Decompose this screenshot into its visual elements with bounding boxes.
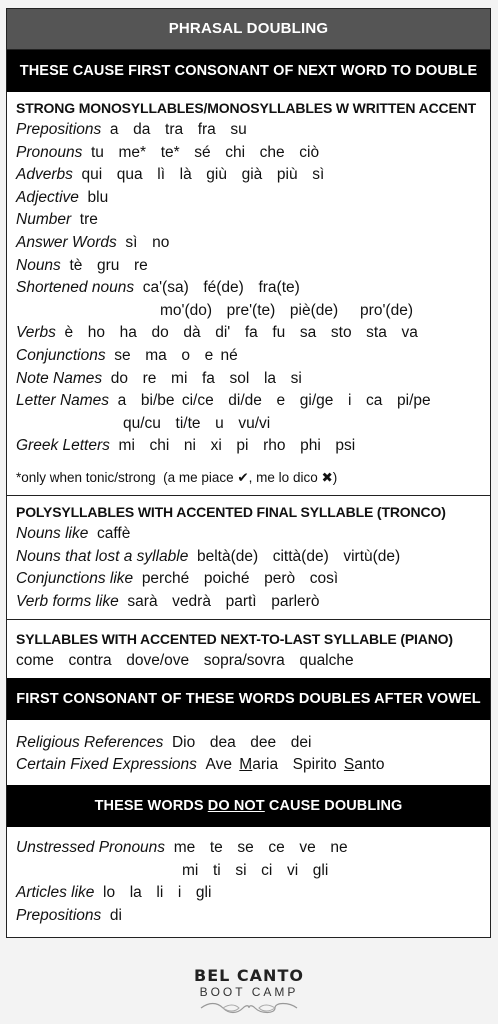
row-label: Nouns like (16, 524, 89, 542)
row-label: Shortened nouns (16, 279, 135, 297)
words-part: aria Spirito (252, 756, 344, 774)
strong-heading: STRONG MONOSYLLABLES/MONOSYLLABLES W WRITTEN ACCENT (16, 100, 477, 116)
row-words: mi ti si ci vi gli (182, 861, 329, 879)
tronco-section (7, 495, 490, 619)
row-label: Prepositions (16, 121, 102, 138)
row-label: Religious References (16, 733, 164, 751)
words-part: anto (354, 756, 385, 774)
list-item (16, 591, 482, 614)
list-item (16, 837, 482, 860)
no-doubling-section (7, 827, 490, 937)
list-item-continuation (16, 413, 482, 436)
row-label: Nouns that lost a syllable (16, 547, 189, 565)
list-item (16, 390, 482, 413)
bar-text: CAUSE DOUBLING (264, 798, 403, 815)
row-words: perché poiché però così (141, 570, 339, 588)
row-words: a bi/be ci/ce di/de e gi/ge i ca pi/pe (117, 392, 431, 410)
row-words: mo'(do) pre'(te) piè(de) pro'(de) (160, 301, 413, 319)
list-item (16, 119, 482, 142)
after-vowel-section (7, 720, 490, 785)
row-label: Unstressed Pronouns (16, 839, 166, 857)
row-label: Nouns (16, 256, 61, 274)
row-label: Prepositions (16, 906, 102, 924)
tronco-heading: POLYSYLLABLES WITH ACCENTED FINAL SYLLABLE (TRONCO) (16, 503, 446, 520)
list-item (16, 209, 482, 232)
row-label: Answer Words (16, 233, 117, 251)
list-item (16, 546, 482, 569)
tonic-footnote: *only when tonic/strong (a me piace ✔, me lo dico ✖) (16, 469, 338, 485)
row-words: lo la li i gli (103, 884, 212, 902)
list-item (16, 650, 482, 673)
list-item (16, 732, 482, 755)
row-label: Verbs (16, 324, 56, 342)
row-label: Articles like (16, 884, 95, 902)
strong-monosyllables-section (7, 92, 490, 495)
list-item (16, 568, 482, 591)
bar-underlined-text: DO NOT (207, 798, 265, 815)
row-words: do re mi fa sol la si (110, 369, 302, 387)
logo-line-1: BEL CANTO (194, 966, 304, 985)
phrasal-doubling-sheet (6, 8, 491, 938)
row-words: è ho ha do dà di' fa fu sa sto sta va (64, 324, 418, 342)
list-item (16, 142, 482, 165)
flourish-icon (199, 1001, 299, 1015)
piano-section (7, 619, 490, 678)
list-item (16, 905, 482, 928)
row-label: Conjunctions (16, 346, 106, 364)
row-label: Verb forms like (16, 592, 119, 610)
row-words (206, 756, 385, 773)
list-item (16, 368, 482, 391)
list-item-continuation (16, 860, 482, 883)
list-item (16, 345, 482, 368)
section-bar-no-doubling (7, 785, 490, 827)
page-title: PHRASAL DOUBLING (7, 9, 490, 50)
list-item (16, 435, 482, 458)
list-item (16, 882, 482, 905)
row-words: qu/cu ti/te u vu/vi (123, 414, 271, 432)
row-label: Number (16, 211, 72, 229)
row-words: tu me* te* sé chi che ciò (90, 143, 320, 161)
list-item (16, 523, 482, 546)
list-item (16, 232, 482, 255)
bar-text: THESE WORDS (94, 798, 208, 815)
row-label: Certain Fixed Expressions (16, 756, 197, 774)
list-item (16, 754, 482, 777)
list-item (16, 255, 482, 278)
row-words: Dio dea dee dei (171, 733, 312, 751)
list-item (16, 164, 482, 187)
row-words: di (109, 906, 122, 924)
row-words: qui qua lì là giù già più sì (81, 166, 325, 184)
row-words: se ma o e né (114, 346, 238, 364)
list-item (16, 322, 482, 345)
row-label: Pronouns (16, 143, 83, 161)
row-words: caffè (97, 524, 131, 542)
row-label: Conjunctions like (16, 570, 134, 588)
row-words: sì no (125, 233, 170, 251)
words-part: Ave (205, 756, 240, 774)
list-item-continuation (16, 300, 482, 323)
row-words: tre (79, 211, 98, 229)
row-words: mi chi ni xi pi rho phi psi (118, 437, 356, 455)
row-words: blu (87, 188, 109, 206)
list-item (16, 277, 482, 300)
row-words: beltà(de) città(de) virtù(de) (196, 547, 401, 565)
row-words: tè gru re (69, 256, 148, 274)
row-words: come contra dove/ove sopra/sovra qualche (16, 652, 354, 670)
logo-line-2: BOOT CAMP (199, 985, 299, 999)
underlined-letter: S (343, 756, 355, 774)
row-words: me te se ce ve ne (173, 839, 348, 857)
row-words: a da tra fra su (109, 121, 247, 138)
row-label: Greek Letters (16, 437, 110, 455)
list-item (16, 187, 482, 210)
row-label: Adverbs (16, 166, 73, 184)
underlined-letter: M (239, 756, 253, 774)
row-words: ca'(sa) fé(de) fra(te) (142, 279, 300, 297)
bel-canto-logo (0, 967, 498, 1015)
row-label: Letter Names (16, 392, 110, 410)
section-bar-doubles-after-vowel: FIRST CONSONANT OF THESE WORDS DOUBLES AFTER VOWEL (7, 678, 490, 720)
row-label: Note Names (16, 369, 103, 387)
piano-heading: SYLLABLES WITH ACCENTED NEXT-TO-LAST SYLLABLE (PIANO) (16, 631, 453, 648)
section-bar-cause-doubling: THESE CAUSE FIRST CONSONANT OF NEXT WORD TO DOUBLE (7, 50, 490, 92)
row-words: sarà vedrà partì parlerò (127, 592, 320, 610)
row-label: Adjective (16, 188, 79, 206)
